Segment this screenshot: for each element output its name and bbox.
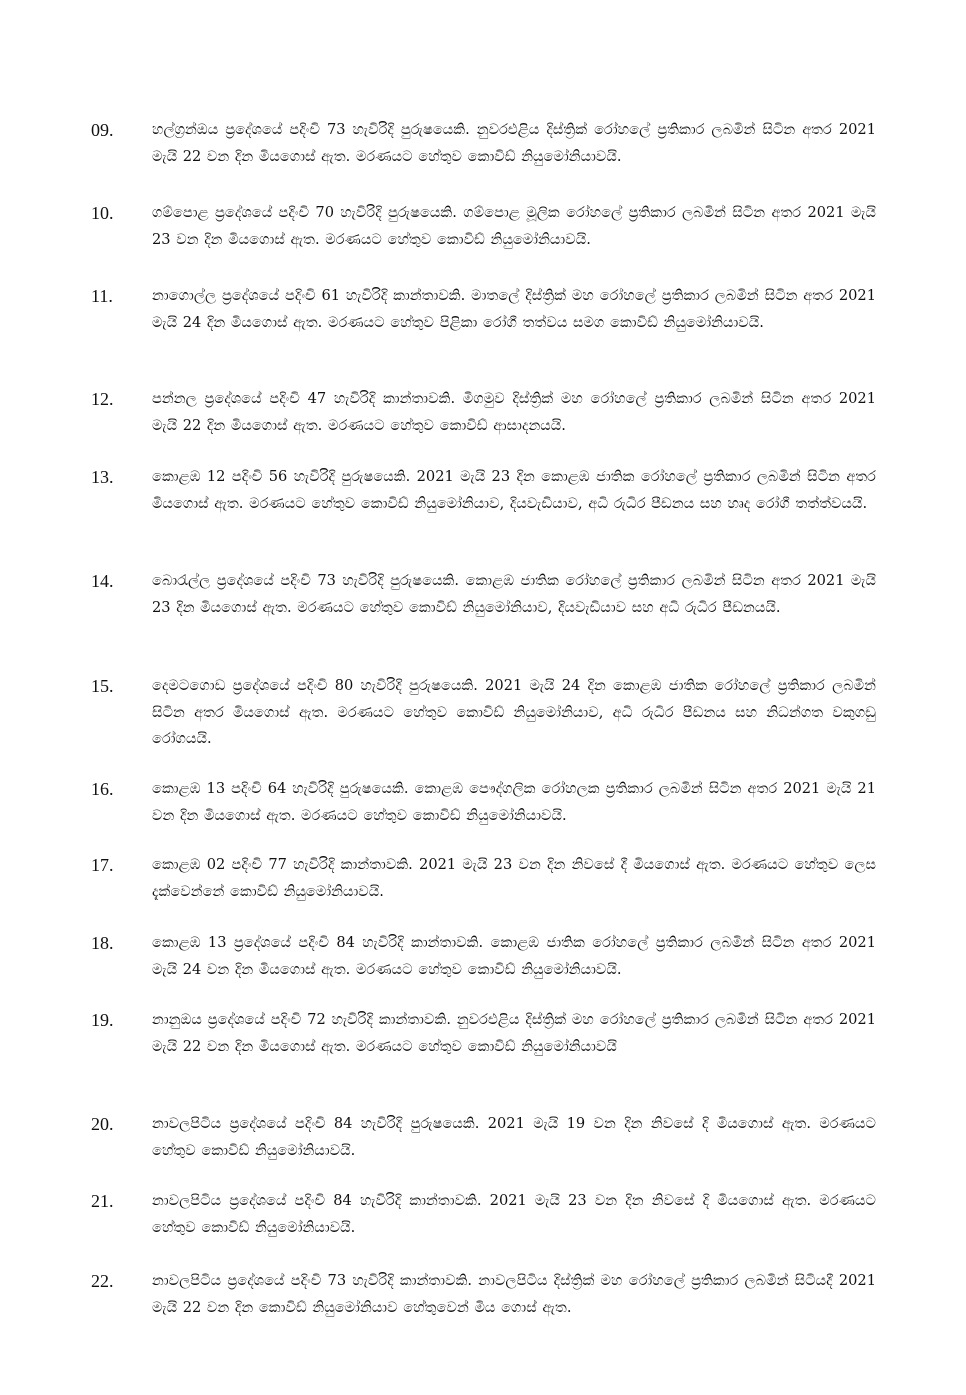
entry-number: 09. <box>91 120 114 140</box>
entry-number: 18. <box>91 933 114 953</box>
entry-number: 22. <box>91 1271 114 1291</box>
entry-number: 19. <box>91 1010 114 1030</box>
entry-number: 20. <box>91 1114 114 1134</box>
entry-number: 17. <box>91 855 114 875</box>
entry-number: 21. <box>91 1191 114 1211</box>
entry-text: ගම්පොළ ප්‍රදේශයේ පදිංචි 70 හැවිරිදි පුරුෂයෙකි. ගම්පොළ මූලික රෝහලේ ප්‍රතිකාර ලබමින් සිටින අතර 2021 මැයි 23 වන දින මියගොස් ඇත. මරණයට හේතුව කොවිඩ් නියුමෝනියාවයි. <box>152 204 876 248</box>
entry-text: කොළඹ 13 ප්‍රදේශයේ පදිංචි 84 හැවිරිදි කාන්තාවකි. කොළඹ ජාතික රෝහලේ ප්‍රතිකාර ලබමින් සිටින අතර 2021 මැයි 24 වන දින මියගොස් ඇත. මරණයට හේතුව කොවිඩ් නියුමෝනියාවයි. <box>152 934 876 978</box>
entry-text: පන්නල ප්‍රදේශයේ පදිංචි 47 හැවිරිදි කාන්තාවකි. මීගමුව දිස්ත්‍රික් මහ රෝහලේ ප්‍රතිකාර ලබමින් සිටින අතර 2021 මැයි 22 දින මියගොස් ඇත. මරණයට හේතුව කොවිඩ් ආසාදනයයි. <box>152 390 876 434</box>
entry-number: 13. <box>91 467 114 487</box>
entry-number: 15. <box>91 676 114 696</box>
entry-number: 10. <box>91 203 114 223</box>
entry-text: කොළඹ 02 පදිංචි 77 හැවිරිදි කාන්තාවකි. 2021 මැයි 23 වන දින නිවසේ දී මියගොස් ඇත. මරණයට හේතුව ලෙස දැක්වෙන්නේ කොවිඩ් නියුමෝනියාවයි. <box>152 856 876 900</box>
entry-text: නාවලපිටිය ප්‍රදේශයේ පදිංචි 84 හැවිරිදි කාන්තාවකි. 2021 මැයි 23 වන දින නිවසේ දි මියගොස් ඇත. මරණයට හේතුව කොවිඩ් නියුමෝනියාවයි. <box>152 1192 876 1236</box>
entry-text: බොරැල්ල ප්‍රදේශයේ පදිංචි 73 හැවිරිදි පුරුෂයෙකි. කොළඹ ජාතික රෝහලේ ප්‍රතිකාර ලබමින් සිටින අතර 2021 මැයි 23 දින මියගොස් ඇත. මරණයට හේතුව කොවිඩ් නියුමෝනියාව, දියවැඩියාව සහ අධි රුධිර පීඩනයයි. <box>152 572 876 616</box>
entry-text: නාගොල්ල ප්‍රදේශයේ පදිංචි 61 හැවිරිදි කාන්තාවකි. මාතලේ දිස්ත්‍රික් මහ රෝහලේ ප්‍රතිකාර ලබමින් සිටින අතර 2021 මැයි 24 දින මියගොස් ඇත. මරණයට හේතුව පිළිකා රෝගී තත්වය සමග කොවිඩ් නියුමෝනියාවයි. <box>152 287 876 331</box>
entry-number: 11. <box>91 286 113 306</box>
entry-text: හල්ග්‍රන්ඔය ප්‍රදේශයේ පදිංචි 73 හැවිරිදි පුරුෂයෙකි. නුවරඑළිය දිස්ත්‍රික් රෝහලේ ප්‍රතිකාර ලබමින් සිටින අතර 2021 මැයි 22 වන දින මියගොස් ඇත. මරණයට හේතුව කොවිඩ් නියුමෝනියාවයි. <box>152 121 876 165</box>
entry-text: දෙමටගොඩ ප්‍රදේශයේ පදිංචි 80 හැවිරිදි පුරුෂයෙකි. 2021 මැයි 24 දින කොළඹ ජාතික රෝහලේ ප්‍රතිකාර ලබමින් සිටින අතර මියගොස් ඇත. මරණයට හේතුව කොවිඩ් නියුමෝනියාව, අධි රුධිර පීඩනය සහ නිධන්ගත වකුගඩු රෝගයයි. <box>152 677 876 748</box>
entry-text: නාවලපිටිය ප්‍රදේශයේ පදිංචි 73 හැවිරිදි කාන්තාවකි. නාවලපිටිය දිස්ත්‍රික් මහ රෝහලේ ප්‍රතිකාර ලබමින් සිටියදී 2021 මැයි 22 වන දින කොවිඩ් නියුමෝනියාව හේතුවෙන් මිය ගොස් ඇත. <box>152 1272 876 1316</box>
entry-number: 12. <box>91 389 114 409</box>
entry-text: කොළඹ 12 පදිංචි 56 හැවිරිදි පුරුෂයෙකි. 2021 මැයි 23 දින කොළඹ ජාතික රෝහලේ ප්‍රතිකාර ලබමින් සිටින අතර මියගොස් ඇත. මරණයට හේතුව කොවිඩ් නියුමෝනියාව, දියවැඩියාව, අධි රුධිර පීඩනය සහ හෘද රෝගී තත්ත්වයයි. <box>152 468 876 512</box>
entry-number: 16. <box>91 779 114 799</box>
entry-text: නාවලපිටිය ප්‍රදේශයේ පදිංචි 84 හැවිරිදි පුරුෂයෙකි. 2021 මැයි 19 වන දින නිවසේ දි මියගොස් ඇත. මරණයට හේතුව කොවිඩ් නියුමෝනියාවයි. <box>152 1115 876 1159</box>
entry-text: නානුඔය ප්‍රදේශයේ පදිංචි 72 හැවිරිදි කාන්තාවකි. නුවරඑළිය දිස්ත්‍රික් මහ රෝහලේ ප්‍රතිකාර ලබමින් සිටින අතර 2021 මැයි 22 වන දින මියගොස් ඇත. මරණයට හේතුව කොවිඩ් නියුමෝනියාවයි <box>152 1011 876 1055</box>
entry-text: කොළඹ 13 පදිංචි 64 හැවිරිදි පුරුෂයෙකි. කොළඹ පෞද්ගලික රෝහලක ප්‍රතිකාර ලබමින් සිටින අතර 2021 මැයි 21 වන දින මියගොස් ඇත. මරණයට හේතුව කොවිඩ් නියුමෝනියාවයි. <box>152 780 876 824</box>
entry-number: 14. <box>91 571 114 591</box>
